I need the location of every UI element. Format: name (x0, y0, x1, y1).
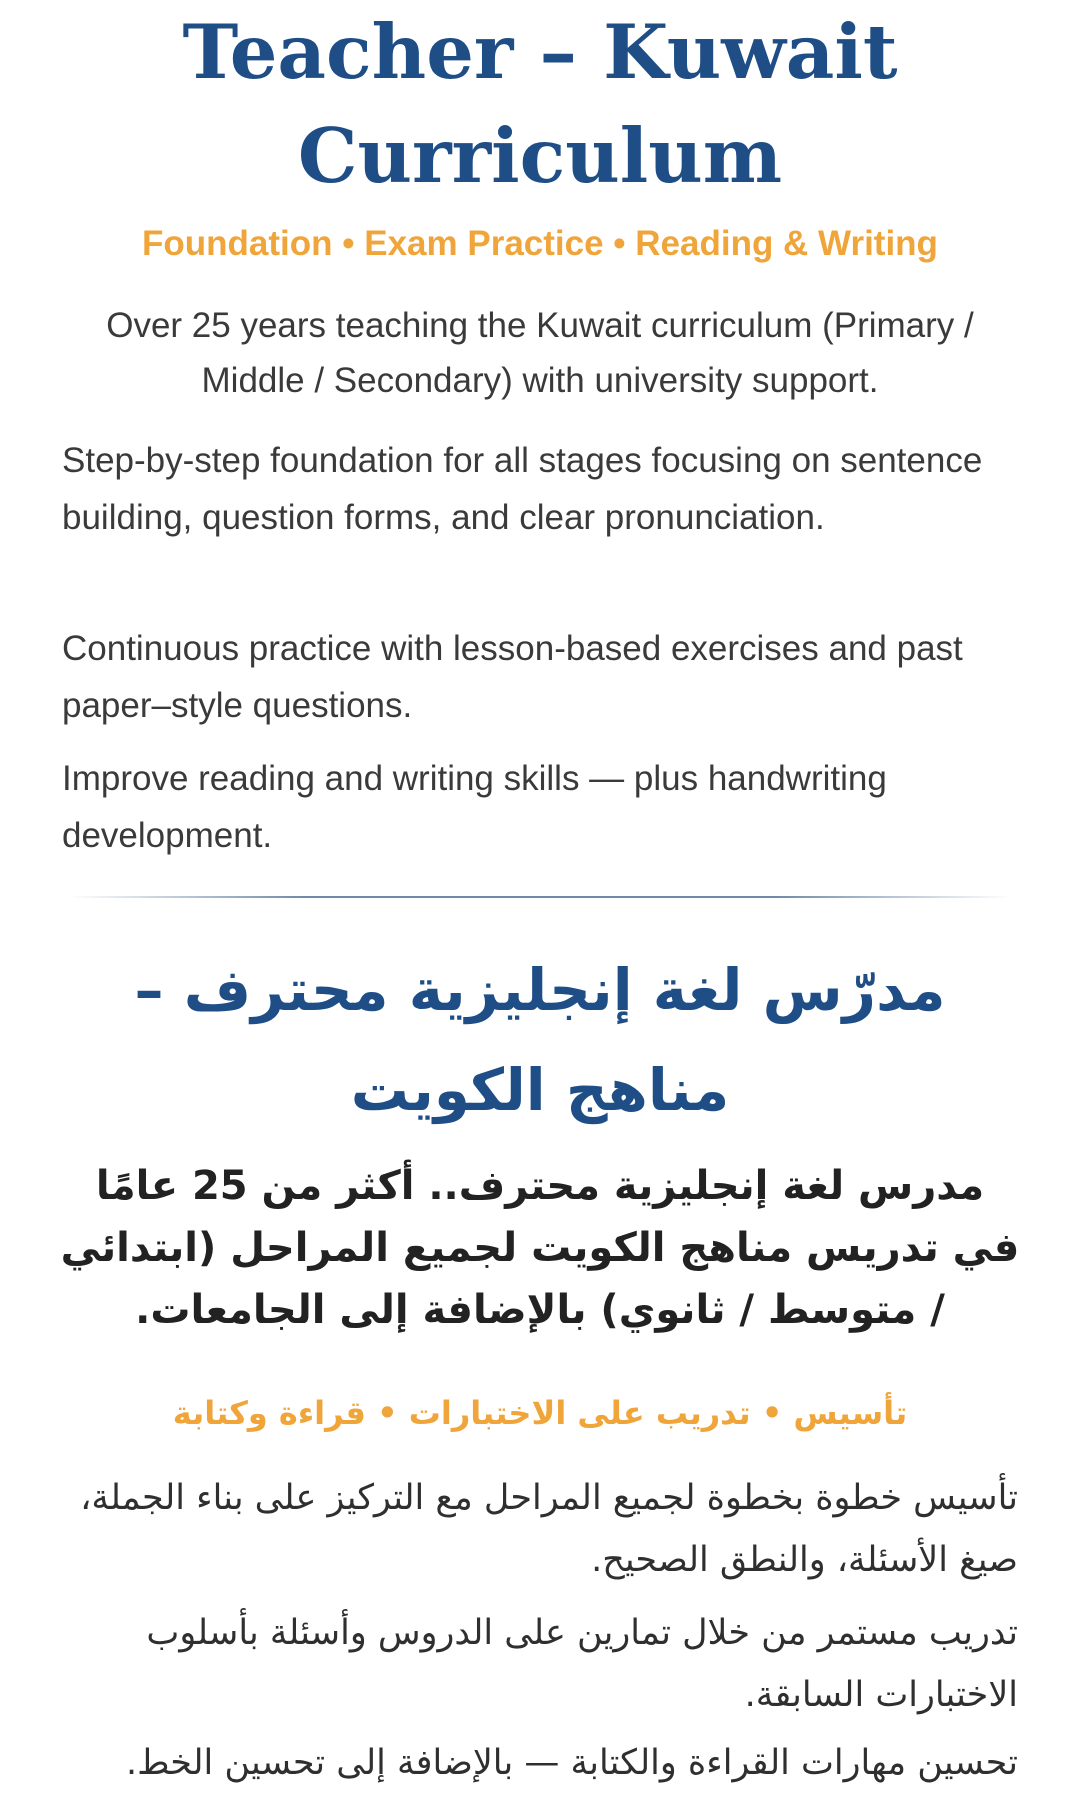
arabic-paragraph-practice: تدريب مستمر من خلال تمارين على الدروس وأسئلة بأسلوب الاختبارات السابقة. (146, 1613, 1018, 1715)
arabic-paragraph-foundation: تأسيس خطوة بخطوة لجميع المراحل مع التركيز على بناء الجملة، صيغ الأسئلة، والنطق الصحيح. (80, 1478, 1018, 1580)
arabic-tags: تأسيس • تدريب على الاختبارات • قراءة وكتابة (172, 1394, 908, 1432)
section-divider (70, 896, 1010, 898)
arabic-title: مدرّس لغة إنجليزية محترف – مناهج الكويت (134, 956, 946, 1124)
arabic-paragraph-skills: تحسين مهارات القراءة والكتابة — بالإضافة إلى تحسين الخط. (125, 1743, 1018, 1783)
english-intro: Over 25 years teaching the Kuwait curriculum (Primary / Middle / Secondary) with university support. (106, 306, 974, 400)
english-tags: Foundation • Exam Practice • Reading & Writing (142, 224, 938, 263)
arabic-intro: مدرس لغة إنجليزية محترف.. أكثر من 25 عامًا في تدريس مناهج الكويت لجميع المراحل (ابتدائي / متوسط / ثانوي) بالإضافة إلى الجامعات. (60, 1163, 1020, 1333)
english-paragraph-practice: Continuous practice with lesson-based exercises and past paper–style questions. (62, 629, 963, 725)
english-paragraph-foundation: Step-by-step foundation for all stages focusing on sentence building, question forms, and clear pronunciation. (62, 441, 983, 537)
english-title: Teacher – Kuwait Curriculum (182, 8, 898, 200)
english-paragraph-skills: Improve reading and writing skills — plus handwriting development. (62, 759, 887, 855)
